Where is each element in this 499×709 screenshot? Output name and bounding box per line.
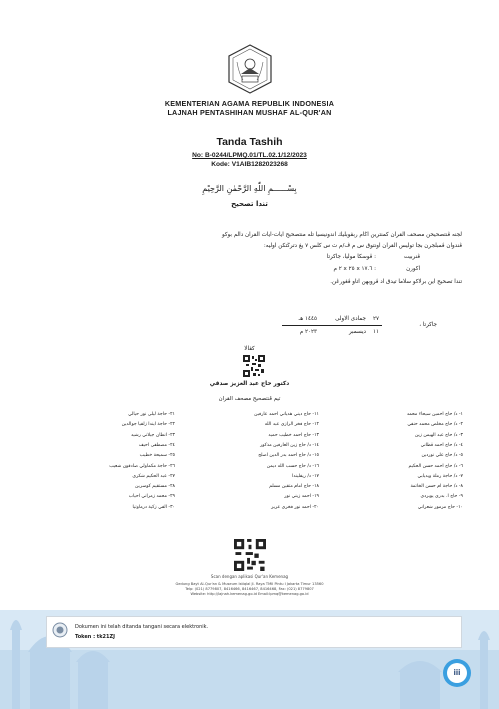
team-member: ٢٧- عبد الحكيم شكري bbox=[132, 473, 175, 479]
team-member: ١٣- حاج احمد خطيب حميد bbox=[268, 432, 319, 438]
team-member: ٢- د/ حاج مخلص محمد حنفي bbox=[407, 422, 463, 428]
publisher-value: : ڤوسكا موليا، جاكرتا bbox=[326, 254, 376, 260]
ministry-name: KEMENTERIAN AGAMA REPUBLIK INDONESIA bbox=[164, 99, 335, 108]
team-member: ١١- حاج ديني هدياني احمد عارفين bbox=[254, 412, 319, 417]
team-member: ٤- د/ حاج احمد ڤطاني bbox=[420, 442, 463, 448]
team-member: ٩- حاج ا. بدري يوبردي bbox=[420, 494, 463, 500]
address-line-2: Telp: (021) 8779807, 8416466, 8416467, 8416468, Fax: (021) 8779807 bbox=[185, 587, 314, 591]
team-member: ٣- د/ حاج عبد الهيمن زين bbox=[414, 432, 463, 438]
team-member: ٢٠- احمد نور فخري عزيز bbox=[271, 504, 319, 510]
footer-qr-code bbox=[234, 539, 266, 571]
team-member: ٢٢- حاجة ايندا زلفيا جوالدين bbox=[121, 422, 175, 428]
greg-month: ديسمبر bbox=[348, 329, 366, 335]
team-title: تيم ڤنتصحيح مصحف القران bbox=[218, 396, 281, 402]
greg-year: ٢٠٢٣ م bbox=[299, 329, 317, 335]
team-member: ١٠- حاج مزمور شعراني bbox=[417, 504, 463, 510]
team-member: ١- د/ حاج احمين سيحاء محمد bbox=[406, 412, 463, 417]
arabic-title: تندا تصحيح bbox=[231, 200, 268, 208]
page-number: iii bbox=[447, 663, 467, 683]
size-value: : ١٧.٦ x ٢٥ x ٢ م bbox=[333, 266, 376, 272]
team-member: ٣٠- الفي زكية درماوتيا bbox=[132, 504, 175, 510]
team-member: ٢٤- مصطفى احيف bbox=[138, 442, 175, 448]
hijri-month: جمادى الاولى bbox=[335, 316, 366, 322]
hijri-day: ٢٧ bbox=[373, 316, 380, 322]
head-title: كڤالا bbox=[244, 346, 255, 352]
team-member: ٢٩- محمد زمراني احياب bbox=[128, 494, 175, 500]
hijri-year: ١٤٤٥ هـ bbox=[298, 316, 317, 322]
team-member: ١٧- د/ ريفليندا bbox=[292, 473, 319, 479]
publisher-label: ڤنربيت bbox=[403, 254, 420, 260]
basmalah: بِسْــــــمِ اللّٰهِ الرَّحْمٰنِ الرَّحِيْمِ bbox=[202, 184, 297, 193]
body-line-2: ڤندوان ڤمبلجرن بجا توليس القران اونتوق س م ڤ/م ت س كلس ٧ يڠ دترڬتكن اوليه: bbox=[263, 243, 462, 249]
document-number: No: B-0244/LPMQ.01/TL.02.1/12/2023 bbox=[192, 152, 307, 159]
institution-name: LAJNAH PENTASHIHAN MUSHAF AL-QUR'AN bbox=[167, 108, 332, 117]
document-code: Kode: V1AIB1282023268 bbox=[211, 161, 288, 168]
document-title: Tanda Tashih bbox=[216, 136, 283, 148]
token-text: Token : tk21ZJ bbox=[75, 634, 115, 640]
team-member: ٧- د/ حاجة رملة ويديابي bbox=[417, 473, 463, 479]
team-member: ١٢- حاج فخر الرازي عبد الله bbox=[264, 422, 319, 428]
electronic-signature-box bbox=[46, 616, 462, 648]
address-line-3: Website: http://lajnah.kemenag.go.id Email:lpmq@kemenag.go.id bbox=[190, 592, 309, 596]
team-member: ٢١- حاجة ليلى نور حيالي bbox=[128, 412, 175, 417]
body-line-1: لجنه ڤنتصحيحن مصحف القران كمنترين اڬام ربڤوبليك اندونيسيا تله منتصحيح ايات-ايات القران دالم بوكو bbox=[221, 232, 462, 238]
body-line-3: تندا تصحيح اين برلاكو سلاما تيدق اد ڤروبهن اتاو ڤڠورڠن. bbox=[330, 279, 462, 285]
team-member: ١٤- د/ حاج زين العارفين مذكور bbox=[260, 442, 319, 448]
team-member: ٦- د/ حاج احمد حسن الحكيم bbox=[408, 463, 463, 469]
date-city: جاكرتا ، bbox=[419, 322, 437, 328]
team-member: ٢٣- انطان جيلاني رشيد bbox=[130, 432, 175, 438]
team-member: ٥- د/ حاج علي نوردين bbox=[421, 453, 463, 459]
team-member: ٢٦- حاجة مكماولي صادقون شعيب bbox=[109, 463, 175, 469]
size-label: اكورن bbox=[406, 266, 420, 272]
team-member: ٢٥- سميحة خطيب bbox=[139, 453, 175, 459]
team-member: ١٨- حاج امام متقين مسلم bbox=[269, 484, 319, 490]
team-member: ١٩- احمد زيني نور bbox=[284, 494, 319, 500]
scan-instruction: Scan dengan aplikasi Qur'an Kemenag bbox=[210, 574, 289, 579]
team-member: ١٥- د/ حاج احمد بدر الدين اصلح bbox=[258, 453, 319, 459]
signer-name: دكتور حاج عبد العزيز صدقي bbox=[209, 381, 290, 387]
bsre-seal-icon bbox=[52, 622, 68, 638]
team-member: ٨- د/ حاجة ام حسن الخاتمة bbox=[410, 484, 463, 490]
team-member: ١٦- د/ حاج حسب الله ديمن bbox=[266, 463, 319, 469]
greg-day: ١١ bbox=[373, 329, 380, 335]
signed-notice: Dokumen ini telah ditanda tangani secara elektronik. bbox=[75, 624, 209, 630]
address-line-1: Gedung Bayt Al-Qur'an & Museum Istiqlal Jl. Raya TMII Pintu I Jakarta Timur 13560 bbox=[175, 582, 324, 586]
team-member: ٢٨- مستقيم كوسرين bbox=[135, 484, 175, 490]
